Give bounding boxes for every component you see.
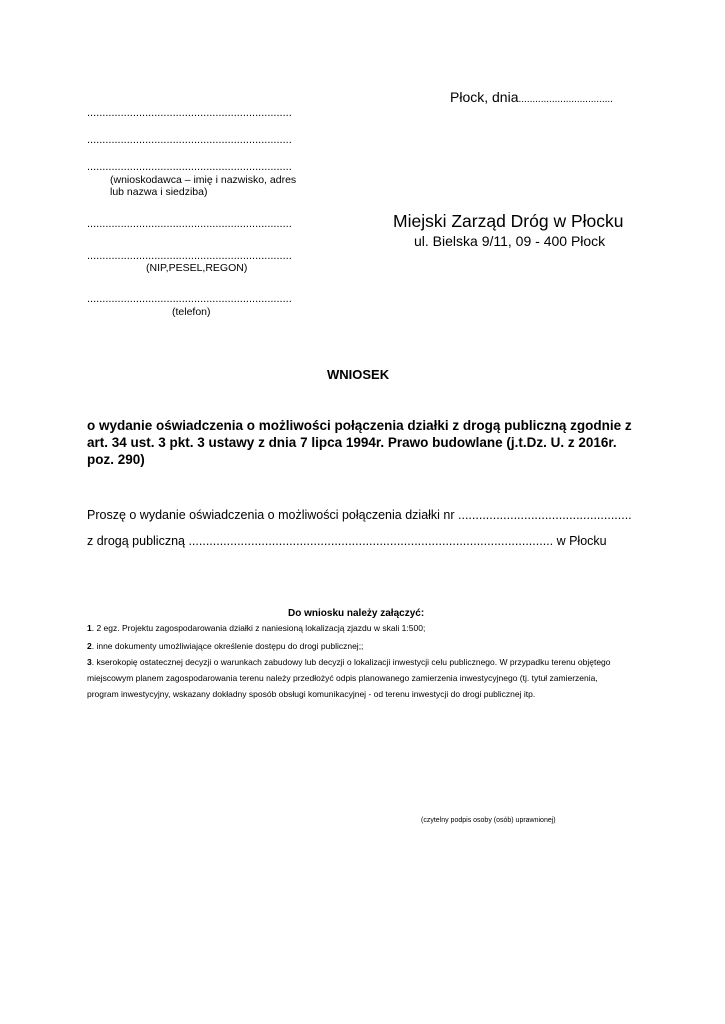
signature-caption: (czytelny podpis osoby (osób) uprawnionej) (421, 817, 556, 824)
attachment-item-2-number: 2 (87, 641, 92, 651)
attachment-item-3-number: 3 (87, 657, 92, 667)
applicant-caption-1a: (wnioskodawca – imię i nazwisko, adres (110, 174, 297, 186)
phone-caption: (telefon) (172, 306, 211, 318)
attachment-item-2 (87, 641, 363, 651)
recipient-address: ul. Bielska 9/11, 09 - 400 Płock (414, 233, 606, 249)
nip-pesel-regon-caption: (NIP,PESEL,REGON) (146, 262, 248, 274)
request-line-2[interactable]: z drogą publiczną ......................................................................................................... w Płocku (87, 534, 607, 548)
attachment-item-3 (87, 657, 611, 667)
request-line-1[interactable]: Proszę o wydanie oświadczenia o możliwości połączenia działki nr .................................................. (87, 508, 632, 522)
attachment-item-3-text: . kserokopię ostatecznej decyzji o warunkach zabudowy lub decyzji o lokalizacji inwestycji celu publicznego. W przypadku terenu objętego (91, 657, 611, 667)
applicant-line-1[interactable]: ................................................................... (87, 107, 292, 119)
applicant-line-4[interactable]: ................................................................... (87, 218, 292, 230)
applicant-line-2[interactable]: ................................................................... (87, 134, 292, 146)
date-field[interactable]: .................................. (518, 94, 613, 105)
place-date-label: Płock, dnia (450, 89, 519, 105)
phone-line[interactable]: ................................................................... (87, 293, 292, 305)
applicant-caption-1b: lub nazwa i siedziba) (110, 186, 208, 198)
attachments-heading: Do wniosku należy załączyć: (288, 608, 425, 619)
attachment-item-2-text: . inne dokumenty umożliwiające określenie dostępu do drogi publicznej;; (91, 641, 364, 651)
applicant-line-3[interactable]: ................................................................... (87, 161, 292, 173)
nip-pesel-regon-line[interactable]: ................................................................... (87, 250, 292, 262)
attachment-item-1 (87, 623, 425, 633)
subject-line-1: o wydanie oświadczenia o możliwości połączenia działki z drogą publiczną zgodnie z (87, 418, 632, 433)
attachment-item-3-line-3: program inwestycyjny, wskazany dokładny sposób obsługi komunikacyjnej - od terenu inwestycji do drogi publicznej itp. (87, 689, 536, 699)
subject-line-2: art. 34 ust. 3 pkt. 3 ustawy z dnia 7 lipca 1994r. Prawo budowlane (j.t.Dz. U. z 2016r. (87, 435, 617, 450)
recipient-name: Miejski Zarząd Dróg w Płocku (393, 211, 624, 231)
document-title: WNIOSEK (327, 367, 390, 382)
attachment-item-3-line-2: miejscowym planem zagospodarowania terenu należy przedłożyć odpis planowanego zamierzenia inwestycyjnego (tj. tytuł zamierzenia, (87, 673, 598, 683)
attachment-item-1-number: 1 (87, 623, 92, 633)
place-date (450, 89, 613, 105)
subject-line-3: poz. 290) (87, 452, 145, 467)
attachment-item-1-text: . 2 egz. Projektu zagospodarowania działki z naniesioną lokalizacją zjazdu w skali 1:500; (91, 623, 426, 633)
